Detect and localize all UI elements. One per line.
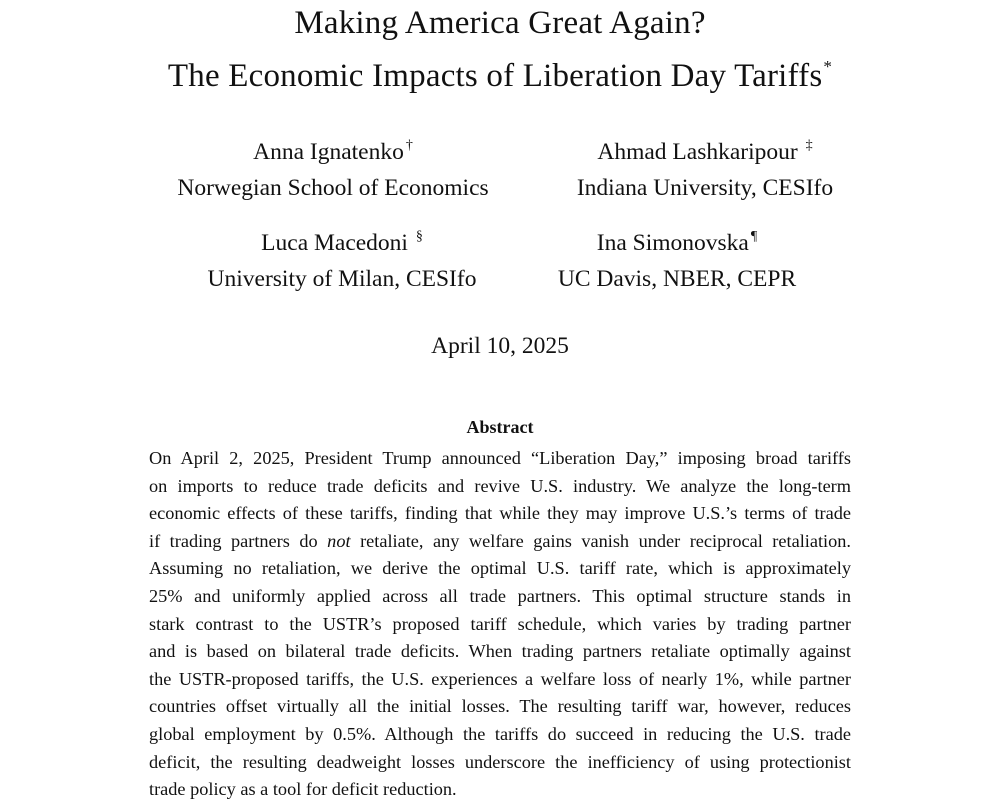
abstract-line: On April 2, 2025, President Trump announced “Liberation Day,” imposing broad tariffs (149, 448, 851, 468)
author-footnote-mark: ¶ (750, 229, 758, 244)
abstract-heading: Abstract (466, 417, 534, 437)
abstract-line: deficit, the resulting deadweight losses underscore the inefficiency of using protectionist (149, 751, 851, 772)
author-block (505, 131, 905, 203)
abstract-body (149, 445, 851, 804)
author-name: Ahmad Lashkaripour (597, 139, 798, 165)
author-footnote-mark: † (405, 138, 413, 153)
author-block (477, 222, 877, 294)
author-footnote-mark: ‡ (805, 138, 813, 153)
author-block (133, 131, 533, 203)
author-name-line (505, 131, 905, 173)
abstract-line: Assuming no retaliation, we derive the optimal U.S. tariff rate, which is approximately (149, 558, 851, 579)
abstract-line: countries offset virtually all the initial losses. The resulting tariff war, however, reduces (149, 696, 851, 717)
abstract-line: economic effects of these tariffs, finding that while they may improve U.S.’s terms of trade (149, 503, 851, 524)
abstract-line: global employment by 0.5%. Although the tariffs do succeed in reducing the U.S. trade (149, 723, 851, 744)
author-name-line (133, 131, 533, 173)
author-name: Ina Simonovska (596, 230, 749, 256)
author-footnote-mark: § (415, 229, 423, 244)
author-affiliation: Norwegian School of Economics (177, 175, 489, 201)
abstract-line: trade policy as a tool for deficit reduction. (149, 779, 457, 800)
abstract-line (149, 528, 851, 556)
paper-title-text-1: Making America Great Again? (294, 5, 706, 41)
title-footnote-mark: * (823, 57, 833, 76)
author-name: Luca Macedoni (261, 230, 408, 256)
abstract-line: and is based on bilateral trade deficits. When trading partners retaliate optimally against (149, 641, 851, 662)
author-affiliation: University of Milan, CESIfo (207, 266, 477, 292)
abstract-line-segment: if trading partners do (149, 530, 328, 551)
author-affiliation: Indiana University, CESIfo (576, 175, 834, 201)
author-affiliation: UC Davis, NBER, CEPR (557, 266, 797, 292)
abstract-line: the USTR-proposed tariffs, the U.S. experiences a welfare loss of nearly 1%, while partner (149, 668, 851, 689)
abstract-line: stark contrast to the USTR’s proposed tariff schedule, which varies by trading partner (149, 613, 851, 634)
abstract-line: 25% and uniformly applied across all trade partners. This optimal structure stands in (149, 585, 851, 606)
author-name: Anna Ignatenko (253, 139, 404, 165)
paper-title-line-1 (0, 5, 1000, 42)
abstract-line: on imports to reduce trade deficits and revive U.S. industry. We analyze the long-term (149, 475, 851, 496)
abstract-line-segment: retaliate, any welfare gains vanish under reciprocal retaliation. (350, 530, 851, 551)
author-name-line (477, 222, 877, 264)
paper-title-line-2 (0, 57, 1000, 95)
abstract-emphasis: not (327, 530, 351, 551)
paper-date: April 10, 2025 (431, 333, 569, 359)
paper-title-text-2: The Economic Impacts of Liberation Day Tariffs (167, 58, 823, 94)
